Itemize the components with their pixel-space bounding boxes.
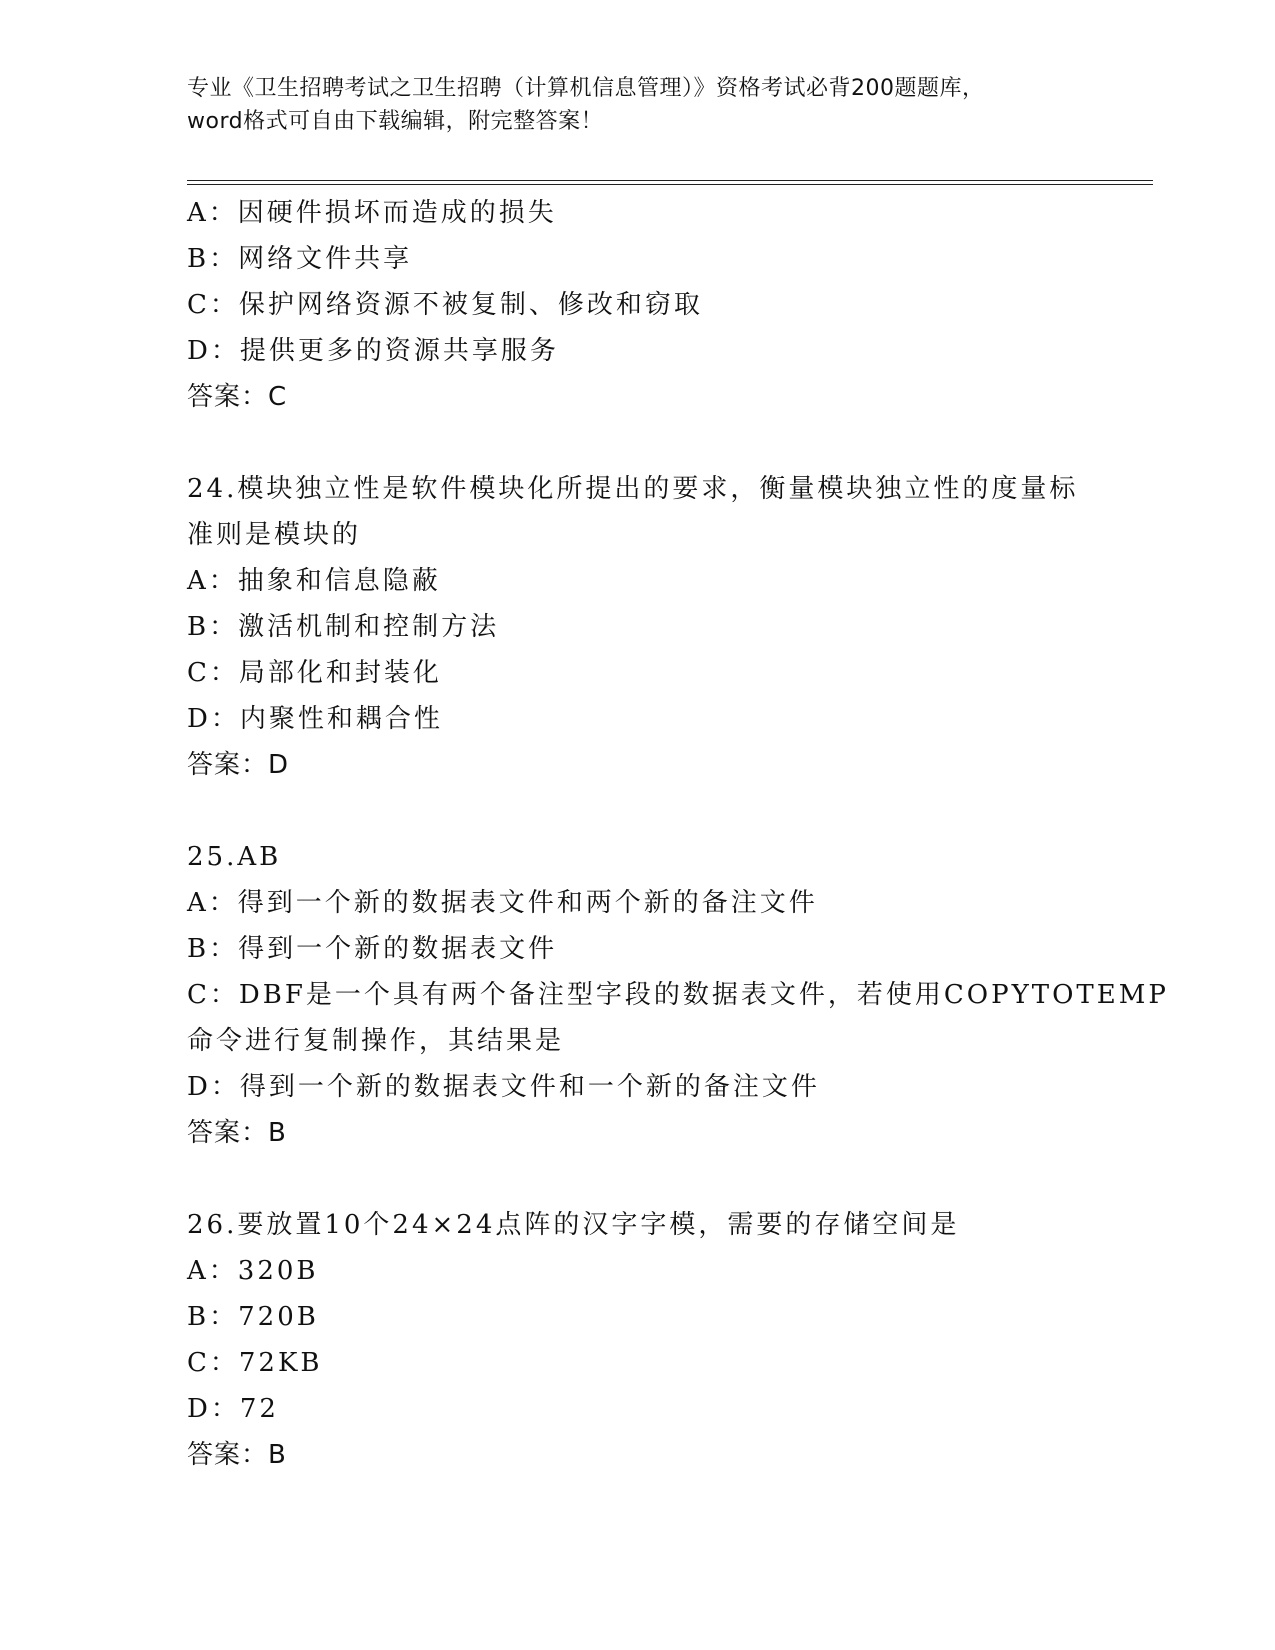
option-c-line-2: 命令进行复制操作，其结果是 <box>187 1026 565 1056</box>
option-c-line-1: C：DBF是一个具有两个备注型字段的数据表文件，若使用COPYTOTEMP <box>187 980 1169 1010</box>
option-d: D：内聚性和耦合性 <box>187 704 443 734</box>
header-line-1: 专业《卫生招聘考试之卫生招聘（计算机信息管理）》资格考试必背200题题库， <box>187 76 985 101</box>
answer-line: 答案：D <box>187 750 290 780</box>
answer-line: 答案：C <box>187 382 288 412</box>
question-stem: 25.AB <box>187 842 282 872</box>
header-rule-bottom <box>187 184 1153 185</box>
question-25 <box>187 834 1169 1156</box>
option-b: B：720B <box>187 1302 319 1332</box>
question-stem-line-1: 24.模块独立性是软件模块化所提出的要求，衡量模块独立性的度量标 <box>187 474 1079 504</box>
header-rule-top <box>187 180 1153 181</box>
option-d: D：得到一个新的数据表文件和一个新的备注文件 <box>187 1072 820 1102</box>
option-c: C：局部化和封装化 <box>187 658 442 688</box>
question-stem: 26.要放置10个24×24点阵的汉字字模，需要的存储空间是 <box>187 1210 960 1240</box>
option-a: A：因硬件损坏而造成的损失 <box>187 198 557 228</box>
spacer <box>187 1156 1087 1202</box>
spacer <box>187 788 1087 834</box>
option-a: A：得到一个新的数据表文件和两个新的备注文件 <box>187 888 818 918</box>
option-b: B：激活机制和控制方法 <box>187 612 500 642</box>
option-b: B：得到一个新的数据表文件 <box>187 934 558 964</box>
option-a: A：320B <box>187 1256 319 1286</box>
question-26 <box>187 1202 1087 1478</box>
option-a: A：抽象和信息隐蔽 <box>187 566 441 596</box>
answer-line: 答案：B <box>187 1118 287 1148</box>
question-24 <box>187 466 1087 788</box>
question-block-prev <box>187 190 1087 420</box>
option-b: B：网络文件共享 <box>187 244 413 274</box>
spacer <box>187 420 1087 466</box>
document-header <box>187 72 1087 138</box>
question-content <box>187 190 1169 1478</box>
option-d: D：72 <box>187 1394 279 1424</box>
header-line-2: word格式可自由下载编辑，附完整答案！ <box>187 109 604 134</box>
option-c: C：保护网络资源不被复制、修改和窃取 <box>187 290 703 320</box>
option-d: D：提供更多的资源共享服务 <box>187 336 559 366</box>
option-c: C：72KB <box>187 1348 323 1378</box>
answer-line: 答案：B <box>187 1440 287 1470</box>
question-stem-line-2: 准则是模块的 <box>187 520 362 550</box>
